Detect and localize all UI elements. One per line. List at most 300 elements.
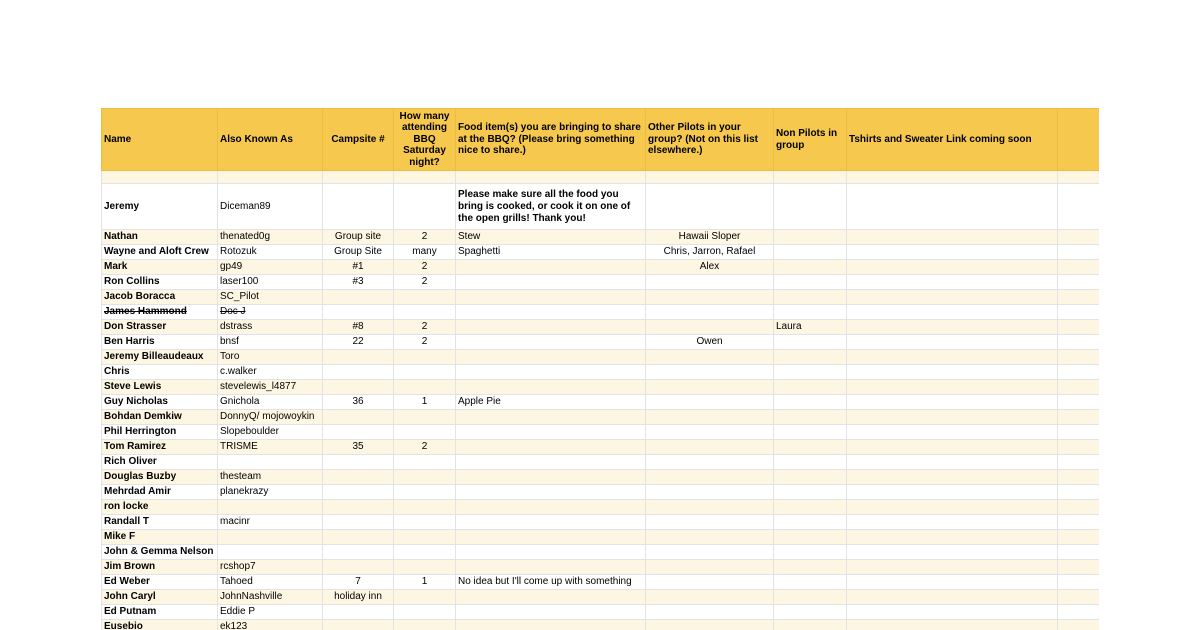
name-cell: John Caryl: [102, 590, 218, 605]
name-cell: James Hammond: [102, 305, 218, 320]
food-cell: [456, 560, 646, 575]
header-campsite: Campsite #: [323, 109, 394, 171]
non-pilots-cell: [774, 530, 847, 545]
header-aka: Also Known As: [218, 109, 323, 171]
campsite-cell: 35: [323, 440, 394, 455]
name-cell: Jacob Boracca: [102, 290, 218, 305]
food-cell: [456, 290, 646, 305]
other-pilots-cell: [646, 605, 774, 620]
campsite-cell: 7: [323, 575, 394, 590]
tshirts-cell: [847, 530, 1058, 545]
attending-cell: [394, 410, 456, 425]
blank-cell: [1058, 440, 1100, 455]
aka-cell: c.walker: [218, 365, 323, 380]
table-row: [102, 305, 1100, 320]
name-cell: Mike F: [102, 530, 218, 545]
name-cell: Bohdan Demkiw: [102, 410, 218, 425]
attending-cell: 2: [394, 260, 456, 275]
cell: [1058, 171, 1100, 184]
name-cell: John & Gemma Nelson: [102, 545, 218, 560]
name-cell: Rich Oliver: [102, 455, 218, 470]
table-row: [102, 335, 1100, 350]
attending-cell: many: [394, 245, 456, 260]
name-cell: Ron Collins: [102, 275, 218, 290]
other-pilots-cell: [646, 305, 774, 320]
blank-cell: [1058, 335, 1100, 350]
attending-cell: 1: [394, 575, 456, 590]
name-cell: Ben Harris: [102, 335, 218, 350]
blank-cell: [1058, 275, 1100, 290]
blank-cell: [1058, 605, 1100, 620]
campsite-cell: [323, 530, 394, 545]
blank-cell: [1058, 575, 1100, 590]
non-pilots-cell: [774, 440, 847, 455]
table-row: [102, 260, 1100, 275]
tshirts-cell: [847, 545, 1058, 560]
attending-cell: [394, 290, 456, 305]
food-cell: [456, 260, 646, 275]
header-attending: How many attending BBQ Saturday night?: [394, 109, 456, 171]
table-row: [102, 275, 1100, 290]
food-cell: [456, 320, 646, 335]
name-cell: Jeremy: [102, 184, 218, 230]
blank-cell: [1058, 230, 1100, 245]
campsite-cell: #8: [323, 320, 394, 335]
aka-cell: Slopeboulder: [218, 425, 323, 440]
tshirts-cell: [847, 560, 1058, 575]
other-pilots-cell: [646, 410, 774, 425]
other-pilots-cell: [646, 560, 774, 575]
tshirts-cell: [847, 230, 1058, 245]
other-pilots-cell: [646, 320, 774, 335]
name-cell: Mark: [102, 260, 218, 275]
name-cell: Tom Ramirez: [102, 440, 218, 455]
other-pilots-cell: Owen: [646, 335, 774, 350]
attending-cell: [394, 590, 456, 605]
attending-cell: [394, 605, 456, 620]
food-cell: Spaghetti: [456, 245, 646, 260]
aka-cell: rcshop7: [218, 560, 323, 575]
header-other-pilots: Other Pilots in your group? (Not on this list elsewhere.): [646, 109, 774, 171]
blank-cell: [1058, 590, 1100, 605]
aka-cell: Doc J: [218, 305, 323, 320]
attending-cell: 1: [394, 395, 456, 410]
attending-cell: 2: [394, 335, 456, 350]
campsite-cell: 36: [323, 395, 394, 410]
table-row: [102, 425, 1100, 440]
food-cell: No idea but I'll come up with something: [456, 575, 646, 590]
aka-cell: DonnyQ/ mojowoykin: [218, 410, 323, 425]
aka-cell: dstrass: [218, 320, 323, 335]
food-cell: [456, 410, 646, 425]
blank-cell: [1058, 380, 1100, 395]
food-cell: [456, 605, 646, 620]
table-row: [102, 560, 1100, 575]
food-cell: [456, 530, 646, 545]
blank-cell: [1058, 620, 1100, 630]
name-cell: Randall T: [102, 515, 218, 530]
tshirts-cell: [847, 455, 1058, 470]
table-row: [102, 485, 1100, 500]
aka-cell: TRISME: [218, 440, 323, 455]
tshirts-cell: [847, 260, 1058, 275]
tshirts-cell: [847, 245, 1058, 260]
name-cell: ron locke: [102, 500, 218, 515]
tshirts-cell: [847, 320, 1058, 335]
cell: [774, 171, 847, 184]
non-pilots-cell: [774, 620, 847, 630]
other-pilots-cell: [646, 440, 774, 455]
table-row: [102, 184, 1100, 230]
food-cell: [456, 335, 646, 350]
table-row: [102, 290, 1100, 305]
tshirts-cell: [847, 395, 1058, 410]
tshirts-cell: [847, 290, 1058, 305]
food-cell: [456, 545, 646, 560]
table-row: [102, 500, 1100, 515]
other-pilots-cell: [646, 500, 774, 515]
aka-cell: macinr: [218, 515, 323, 530]
tshirts-cell: [847, 425, 1058, 440]
food-cell: [456, 515, 646, 530]
attending-cell: 2: [394, 440, 456, 455]
blank-cell: [1058, 260, 1100, 275]
aka-cell: thenated0g: [218, 230, 323, 245]
other-pilots-cell: [646, 395, 774, 410]
attending-cell: 2: [394, 230, 456, 245]
blank-cell: [1058, 410, 1100, 425]
blank-cell: [1058, 485, 1100, 500]
attending-cell: [394, 470, 456, 485]
cell: [456, 171, 646, 184]
aka-cell: Diceman89: [218, 184, 323, 230]
other-pilots-cell: [646, 470, 774, 485]
other-pilots-cell: [646, 275, 774, 290]
food-cell: [456, 305, 646, 320]
attending-cell: [394, 545, 456, 560]
tshirts-cell: [847, 305, 1058, 320]
food-cell: [456, 455, 646, 470]
non-pilots-cell: Laura: [774, 320, 847, 335]
other-pilots-cell: [646, 365, 774, 380]
name-cell: Steve Lewis: [102, 380, 218, 395]
tshirts-cell: [847, 500, 1058, 515]
non-pilots-cell: [774, 455, 847, 470]
campsite-cell: [323, 290, 394, 305]
attending-cell: [394, 184, 456, 230]
cell: [102, 171, 218, 184]
non-pilots-cell: [774, 365, 847, 380]
attending-cell: [394, 560, 456, 575]
other-pilots-cell: Hawaii Sloper: [646, 230, 774, 245]
non-pilots-cell: [774, 245, 847, 260]
blank-cell: [1058, 320, 1100, 335]
tshirts-cell: [847, 380, 1058, 395]
non-pilots-cell: [774, 410, 847, 425]
aka-cell: Tahoed: [218, 575, 323, 590]
non-pilots-cell: [774, 380, 847, 395]
attending-cell: [394, 380, 456, 395]
tshirts-cell: [847, 575, 1058, 590]
food-cell: [456, 500, 646, 515]
table-row: [102, 470, 1100, 485]
campsite-cell: [323, 410, 394, 425]
campsite-cell: [323, 470, 394, 485]
non-pilots-cell: [774, 515, 847, 530]
campsite-cell: [323, 545, 394, 560]
header-food: Food item(s) you are bringing to share at the BBQ? (Please bring something nice to share.): [456, 109, 646, 171]
campsite-cell: [323, 605, 394, 620]
name-cell: Ed Weber: [102, 575, 218, 590]
tshirts-cell: [847, 590, 1058, 605]
campsite-cell: [323, 515, 394, 530]
aka-cell: gp49: [218, 260, 323, 275]
attending-cell: 2: [394, 320, 456, 335]
attending-cell: [394, 425, 456, 440]
blank-cell: [1058, 305, 1100, 320]
aka-cell: [218, 455, 323, 470]
campsite-cell: [323, 500, 394, 515]
aka-cell: Eddie P: [218, 605, 323, 620]
table-row: [102, 365, 1100, 380]
table-row: [102, 530, 1100, 545]
food-cell: Apple Pie: [456, 395, 646, 410]
blank-cell: [1058, 530, 1100, 545]
table-row: [102, 350, 1100, 365]
name-cell: Jim Brown: [102, 560, 218, 575]
food-cell: [456, 380, 646, 395]
cell: [847, 171, 1058, 184]
blank-cell: [1058, 545, 1100, 560]
other-pilots-cell: [646, 455, 774, 470]
tshirts-cell: [847, 335, 1058, 350]
aka-cell: stevelewis_l4877: [218, 380, 323, 395]
name-cell: Phil Herrington: [102, 425, 218, 440]
attending-cell: [394, 365, 456, 380]
other-pilots-cell: Alex: [646, 260, 774, 275]
non-pilots-cell: [774, 590, 847, 605]
name-cell: Jeremy Billeaudeaux: [102, 350, 218, 365]
campsite-cell: [323, 184, 394, 230]
non-pilots-cell: [774, 545, 847, 560]
tshirts-cell: [847, 184, 1058, 230]
table-row: [102, 230, 1100, 245]
campsite-cell: [323, 560, 394, 575]
non-pilots-cell: [774, 485, 847, 500]
attending-cell: [394, 620, 456, 630]
non-pilots-cell: [774, 275, 847, 290]
tshirts-cell: [847, 275, 1058, 290]
aka-cell: bnsf: [218, 335, 323, 350]
blank-cell: [1058, 290, 1100, 305]
campsite-cell: holiday inn: [323, 590, 394, 605]
tshirts-cell: [847, 470, 1058, 485]
cell: [218, 171, 323, 184]
non-pilots-cell: [774, 260, 847, 275]
blank-cell: [1058, 365, 1100, 380]
table-row: [102, 245, 1100, 260]
food-cell: [456, 275, 646, 290]
table-row: [102, 455, 1100, 470]
aka-cell: Toro: [218, 350, 323, 365]
tshirts-cell: [847, 605, 1058, 620]
food-cell: [456, 470, 646, 485]
name-cell: Douglas Buzby: [102, 470, 218, 485]
campsite-cell: Group Site: [323, 245, 394, 260]
blank-cell: [1058, 455, 1100, 470]
tshirts-cell: [847, 410, 1058, 425]
name-cell: Nathan: [102, 230, 218, 245]
blank-cell: [1058, 395, 1100, 410]
non-pilots-cell: [774, 335, 847, 350]
table-row: [102, 410, 1100, 425]
other-pilots-cell: [646, 515, 774, 530]
name-cell: Chris: [102, 365, 218, 380]
attending-cell: 2: [394, 275, 456, 290]
food-cell: [456, 440, 646, 455]
name-cell: Mehrdad Amir: [102, 485, 218, 500]
attending-cell: [394, 305, 456, 320]
aka-cell: [218, 530, 323, 545]
other-pilots-cell: [646, 184, 774, 230]
name-cell: Ed Putnam: [102, 605, 218, 620]
tshirts-cell: [847, 515, 1058, 530]
other-pilots-cell: [646, 380, 774, 395]
table-row: [102, 545, 1100, 560]
food-cell: Please make sure all the food you bring is cooked, or cook it on one of the open grills! Thank you!: [456, 184, 646, 230]
cell: [394, 171, 456, 184]
name-cell: Wayne and Aloft Crew: [102, 245, 218, 260]
aka-cell: JohnNashville: [218, 590, 323, 605]
blank-cell: [1058, 350, 1100, 365]
food-cell: [456, 425, 646, 440]
non-pilots-cell: [774, 290, 847, 305]
campsite-cell: #3: [323, 275, 394, 290]
other-pilots-cell: Chris, Jarron, Rafael: [646, 245, 774, 260]
other-pilots-cell: [646, 485, 774, 500]
header-name: Name: [102, 109, 218, 171]
other-pilots-cell: [646, 545, 774, 560]
aka-cell: laser100: [218, 275, 323, 290]
cell: [646, 171, 774, 184]
table-row: [102, 620, 1100, 630]
other-pilots-cell: [646, 590, 774, 605]
spreadsheet: [101, 108, 1099, 630]
header-row: [102, 109, 1100, 171]
name-cell: Guy Nicholas: [102, 395, 218, 410]
other-pilots-cell: [646, 620, 774, 630]
blank-cell: [1058, 184, 1100, 230]
attending-cell: [394, 350, 456, 365]
non-pilots-cell: [774, 395, 847, 410]
campsite-cell: [323, 455, 394, 470]
blank-cell: [1058, 245, 1100, 260]
non-pilots-cell: [774, 560, 847, 575]
campsite-cell: Group site: [323, 230, 394, 245]
attending-cell: [394, 530, 456, 545]
other-pilots-cell: [646, 350, 774, 365]
tshirts-cell: [847, 485, 1058, 500]
campsite-cell: #1: [323, 260, 394, 275]
attending-cell: [394, 455, 456, 470]
blank-cell: [1058, 470, 1100, 485]
table-row: [102, 380, 1100, 395]
non-pilots-cell: [774, 425, 847, 440]
table-row: [102, 515, 1100, 530]
name-cell: Eusebio: [102, 620, 218, 630]
campsite-cell: [323, 485, 394, 500]
campsite-cell: [323, 425, 394, 440]
non-pilots-cell: [774, 500, 847, 515]
other-pilots-cell: [646, 575, 774, 590]
table-row: [102, 575, 1100, 590]
blank-cell: [1058, 515, 1100, 530]
campsite-cell: [323, 620, 394, 630]
food-cell: Stew: [456, 230, 646, 245]
aka-cell: planekrazy: [218, 485, 323, 500]
aka-cell: Rotozuk: [218, 245, 323, 260]
aka-cell: [218, 500, 323, 515]
attending-cell: [394, 515, 456, 530]
food-cell: [456, 350, 646, 365]
food-cell: [456, 485, 646, 500]
food-cell: [456, 620, 646, 630]
header-tshirts: Tshirts and Sweater Link coming soon: [847, 109, 1058, 171]
non-pilots-cell: [774, 305, 847, 320]
table-row: [102, 395, 1100, 410]
non-pilots-cell: [774, 230, 847, 245]
blank-cell: [1058, 500, 1100, 515]
tshirts-cell: [847, 620, 1058, 630]
attending-cell: [394, 485, 456, 500]
blank-row: [102, 171, 1100, 184]
campsite-cell: [323, 350, 394, 365]
campsite-cell: [323, 365, 394, 380]
non-pilots-cell: [774, 470, 847, 485]
name-cell: Don Strasser: [102, 320, 218, 335]
tshirts-cell: [847, 365, 1058, 380]
food-cell: [456, 365, 646, 380]
other-pilots-cell: [646, 530, 774, 545]
tshirts-cell: [847, 440, 1058, 455]
table-row: [102, 590, 1100, 605]
non-pilots-cell: [774, 350, 847, 365]
aka-cell: ek123: [218, 620, 323, 630]
aka-cell: SC_Pilot: [218, 290, 323, 305]
aka-cell: Gnichola: [218, 395, 323, 410]
non-pilots-cell: [774, 605, 847, 620]
signup-table: [101, 108, 1099, 630]
header-non-pilots: Non Pilots in group: [774, 109, 847, 171]
table-row: [102, 605, 1100, 620]
food-cell: [456, 590, 646, 605]
aka-cell: thesteam: [218, 470, 323, 485]
table-row: [102, 440, 1100, 455]
non-pilots-cell: [774, 184, 847, 230]
cell: [323, 171, 394, 184]
attending-cell: [394, 500, 456, 515]
header-blank: [1058, 109, 1100, 171]
other-pilots-cell: [646, 290, 774, 305]
table-row: [102, 320, 1100, 335]
other-pilots-cell: [646, 425, 774, 440]
aka-cell: [218, 545, 323, 560]
blank-cell: [1058, 425, 1100, 440]
campsite-cell: 22: [323, 335, 394, 350]
non-pilots-cell: [774, 575, 847, 590]
campsite-cell: [323, 305, 394, 320]
blank-cell: [1058, 560, 1100, 575]
